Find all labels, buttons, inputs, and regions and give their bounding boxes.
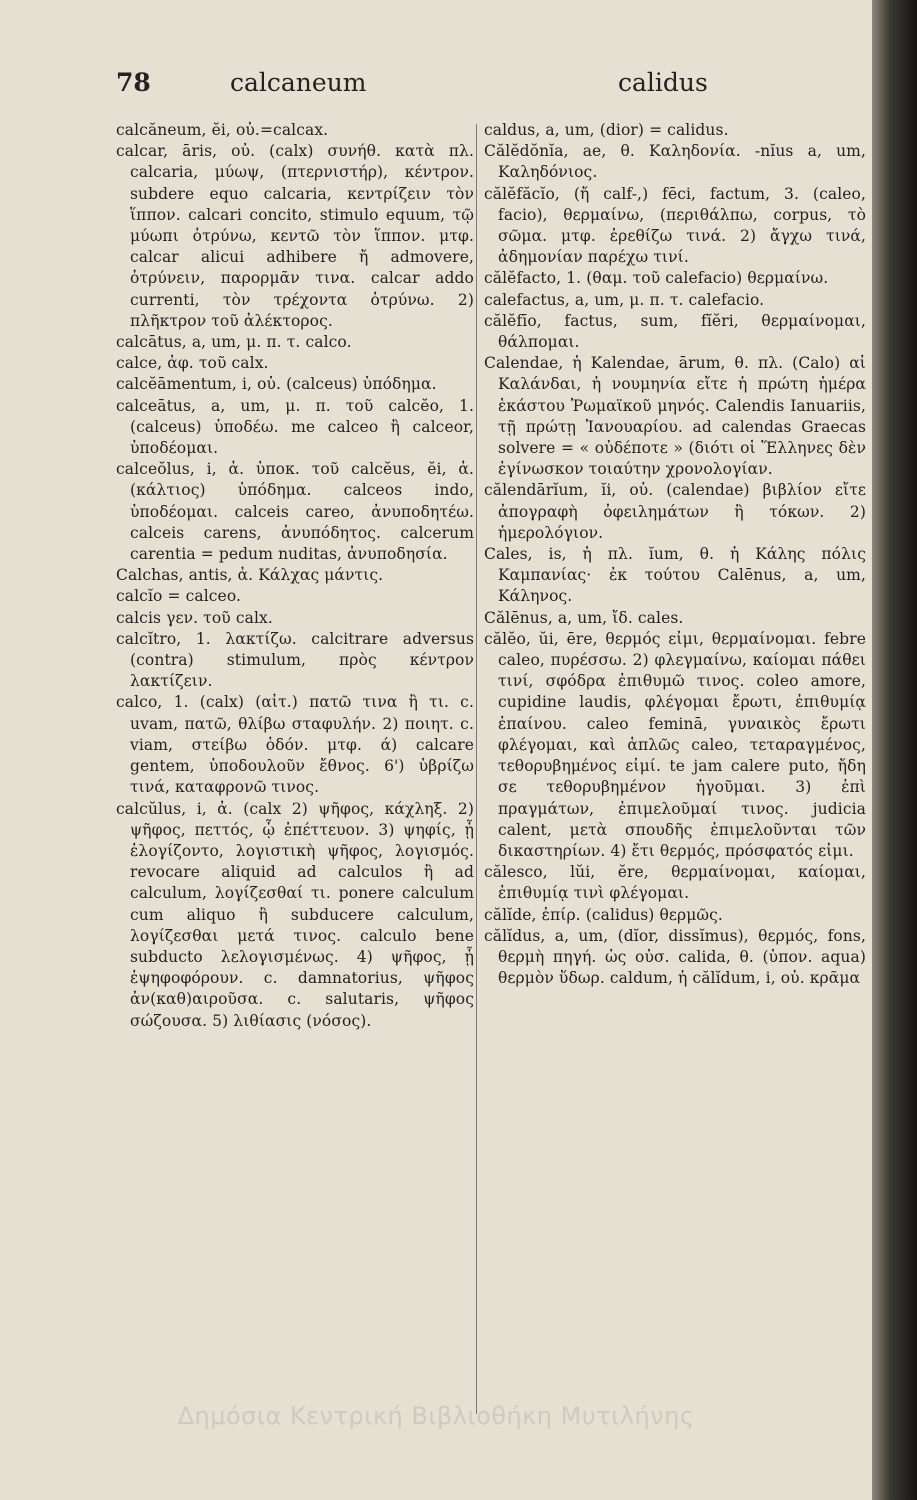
page-header	[0, 68, 872, 108]
dictionary-entry: Călēnus, a, um, ἴδ. cales.	[484, 608, 684, 627]
dictionary-entry: călĭdus, a, um, (dĭor, dissĭmus), θερμός, fons, θερμὴ πηγή. ὡς οὐσ. calida, θ. (ὑπον. aqua) θερμὸν ὕδωρ. caldum, ἡ călĭdum, i, οὐ. κρᾶμα	[484, 926, 866, 988]
dictionary-entry: călĕo, ŭi, ēre, θερμός εἰμι, θερμαίνομαι. febre caleo, πυρέσσω. 2) φλεγμαίνω, καίομαι πάθει τινί, σφόδρα ἐπιθυμῶ τινος. coleo amore, cupidine laudis, φλέγομαι ἔρωτι, ἐπιθυμίᾳ ἐπαίνου. caleo feminā, γυναικὸς ἔρωτι φλέγομαι, καὶ ἁπλῶς caleo, τεταραγμένος, τεθορυβημένος εἰμί. te jam calere puto, ἤδη σε τεθορυβημένον ἡγοῦμαι. 3) ἐπὶ πραγμάτων, ἐπιμελοῦμαί τινος. judicia calent, μετὰ σπουδῆς ἐπιμελοῦνται τῶν δικαστηρίων. 4) ἔτι θερμός, πρόσφατός εἰμι.	[484, 629, 866, 860]
dictionary-entry: călĕfăcĭo, (ἤ calf-,) fēci, factum, 3. (caleo, facio), θερμαίνω, (περιθάλπω, corpus, τὸ σῶμα. μτφ. ἐρεθίζω τινά. 2) ἄγχω τινά, ἀδημονίαν παρέχω τινί.	[484, 184, 866, 267]
dictionary-entry: calcar, āris, οὐ. (calx) συνήθ. κατὰ πλ. calcaria, μύωψ, (πτερνιστήρ), κέντρον. subdere equo calcaria, κεντρίζειν τὸν ἵππον. calcari concito, stimulo equum, τῷ μύωπι ὀτρύνω, κεντῶ τὸν ἵππον. μτφ. calcar alicui adhibere ἤ admovere, ὀτρύνειν, παρορμᾶν τινα. calcar addo currenti, τὸν τρέχοντα ὀτρύνω. 2) πλῆκτρον τοῦ ἀλέκτορος.	[116, 142, 474, 330]
dictionary-entry: călesco, lŭi, ĕre, θερμαίνομαι, καίομαι, ἐπιθυμίᾳ τινὶ φλέγομαι.	[484, 863, 866, 903]
left-column	[116, 120, 474, 1410]
dictionary-entry: calce, ἀφ. τοῦ calx.	[116, 354, 269, 373]
dictionary-entry: calceātus, a, um, μ. π. τοῦ calcĕo, 1. (calceus) ὑποδέω. me calceo ἢ calceor, ὑποδέομαι.	[116, 396, 474, 458]
dictionary-entry: Calendae, ἡ Kalendae, ārum, θ. πλ. (Calo) αἱ Καλάνδαι, ἡ νουμηνία εἴτε ἡ πρώτη ἡμέρα ἑκάστου Ῥωμαϊκοῦ μηνός. Calendis Ianuariis, τῇ πρώτῃ Ἰανουαρίου. ad calendas Graecas solvere = « οὐδέποτε » (διότι οἱ Ἕλληνες δὲν ἐγίνωσκον τοιαύτην χρονολογίαν.	[484, 354, 866, 479]
dictionary-entry: calcĭo = calceo.	[116, 587, 242, 606]
page-number: 78	[116, 68, 151, 97]
dictionary-entry: calcĕāmentum, i, οὐ. (calceus) ὑπόδημα.	[116, 375, 437, 394]
dictionary-entry: călendārĭum, ĭi, οὐ. (calendae) βιβλίον εἴτε ἀπογραφὴ ὀφειλημάτων ἢ τόκων. 2) ἡμερολόγιον.	[484, 481, 866, 542]
left-guideword: calcaneum	[230, 68, 367, 97]
dictionary-entry: Călĕdŏnĭa, ae, θ. Καληδονία. -nĭus a, um, Καληδόνιος.	[484, 142, 866, 182]
column-divider	[476, 124, 477, 1414]
right-guideword: calidus	[618, 68, 708, 97]
dictionary-entry: calco, 1. (calx) (αἰτ.) πατῶ τινα ἢ τι. c. uvam, πατῶ, θλίβω σταφυλήν. 2) ποιητ. c. viam, στείβω ὁδόν. μτφ. ά) calcare gentem, ὑποδουλοῦν ἔθνος. 6') ὑβρίζω τινά, καταφρονῶ τινος.	[116, 693, 474, 797]
dictionary-entry: călĕfacto, 1. (θαμ. τοῦ calefacio) θερμαίνω.	[484, 269, 829, 288]
dictionary-entry: caldus, a, um, (dior) = calidus.	[484, 121, 729, 139]
dictionary-entry: calcātus, a, um, μ. π. τ. calco.	[116, 333, 352, 352]
dictionary-entry: calefactus, a, um, μ. π. τ. calefacio.	[484, 290, 765, 309]
dictionary-entry: călĭde, ἐπίρ. (calidus) θερμῶς.	[484, 905, 723, 924]
library-watermark: Δημόσια Κεντρική Βιβλιοθήκη Μυτιλήνης	[177, 1402, 695, 1430]
dictionary-entry: călĕfīo, factus, sum, fĭĕri, θερμαίνομαι, θάλπομαι.	[484, 311, 866, 352]
dictionary-entry: calcăneum, ĕi, οὐ.=calcax.	[116, 121, 329, 139]
dictionary-entry: calcŭlus, i, ἀ. (calx 2) ψῆφος, κάχληξ. 2) ψῆφος, πεττός, ᾧ ἐπέττευον. 3) ψηφίς, ᾗ ἐλογίζοντο, λογιστικὴ ψῆφος, λογισμός. revocare aliquid ad calculos ἢ ad calculum, λογίζεσθαί τι. ponere calculum cum aliquo ἢ subducere calculum, λογίζεσθαι μετά τινος. calculo bene subducto λελογισμένως. 4) ψῆφος, ᾗ ἐψηφοφόρουν. c. damnatorius, ψῆφος ἀν(καθ)αιροῦσα. c. salutaris, ψῆφος σώζουσα. 5) λιθίασις (νόσος).	[116, 799, 474, 1030]
dictionary-entry: Cales, is, ἡ πλ. ĭum, θ. ἡ Κάλης πόλις Καμπανίας· ἐκ τούτου Calēnus, a, um, Κάληνος.	[484, 545, 866, 606]
book-edge	[872, 0, 917, 1500]
dictionary-entry: calcis γεν. τοῦ calx.	[116, 608, 273, 627]
dictionary-entry: calceŏlus, i, ἀ. ὑποκ. τοῦ calcĕus, ĕi, ἀ. (κάλτιος) ὑπόδημα. calceos indo, ὑποδέομαι. calceis careo, ἀνυποδητέω. calceis carens, ἀνυπόδητος. calcerum carentia = pedum nuditas, ἀνυποδησία.	[116, 460, 474, 564]
dictionary-entry: calcĭtro, 1. λακτίζω. calcitrare adversus (contra) stimulum, πρὸς κέντρον λακτίζειν.	[116, 629, 474, 691]
dictionary-entry: Calchas, antis, ἀ. Κάλχας μάντις.	[116, 566, 384, 585]
right-column	[484, 120, 866, 1410]
